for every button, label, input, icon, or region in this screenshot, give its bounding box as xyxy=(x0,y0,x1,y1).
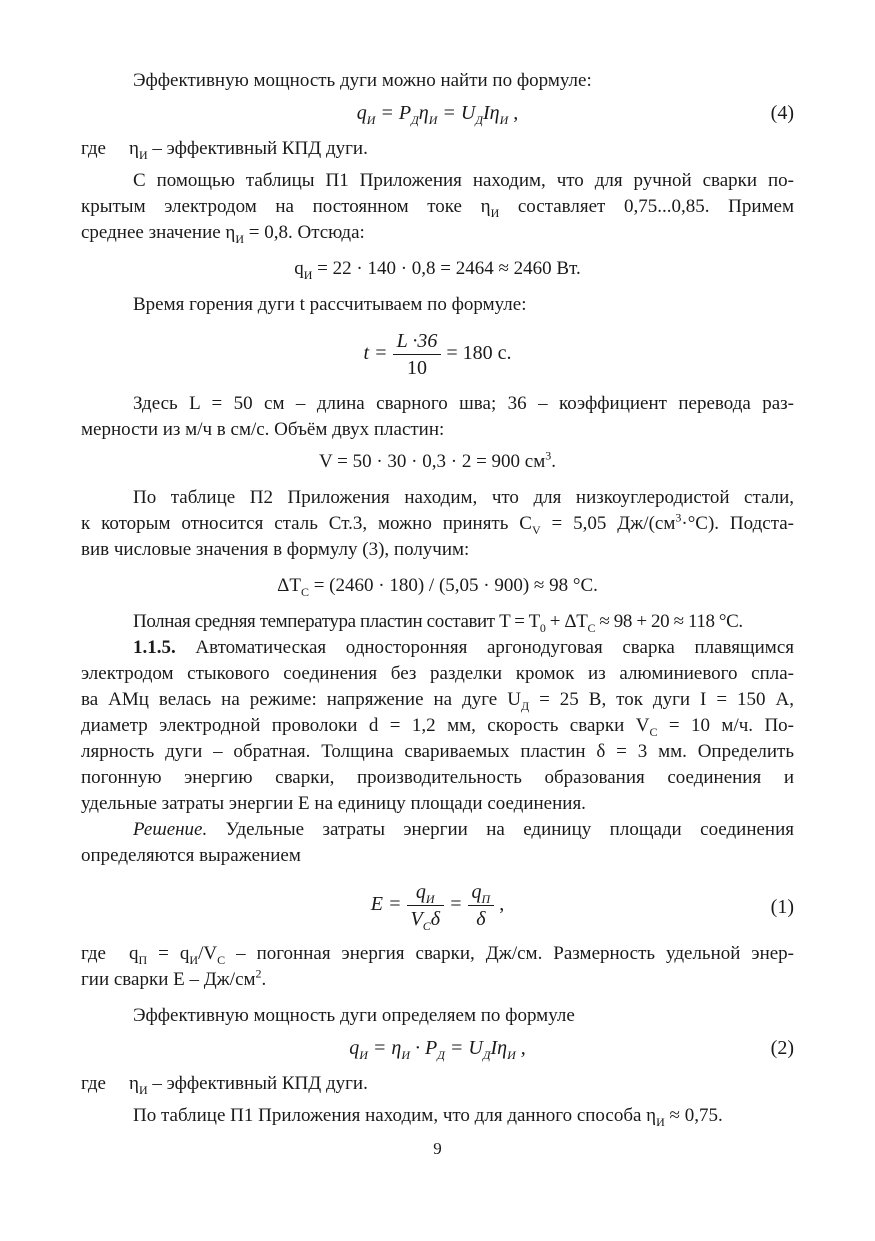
paragraph-time: Время горения дуги t рассчитываем по формуле: xyxy=(133,294,527,315)
equation-4-number: (4) xyxy=(770,102,794,124)
equation-2 xyxy=(81,1035,794,1061)
where-clause-2: где $q_П = q_И/V_С$ – погонная энергия сварки, Дж/см. Размерность удельной энер- гии сварки E – $Дж/см^2$. xyxy=(81,943,795,990)
paragraph-solution: Решение. Удельные затраты энергии на единицу площади соединения определяются выражением xyxy=(81,819,794,866)
where-clause-3: где $\eta_И$ – эффективный КПД дуги. xyxy=(81,1073,368,1097)
calculation-q: $q_И = 22 \cdot 140 \cdot 0,8 = 2464 \approx 2460$ Вт. xyxy=(294,258,581,282)
equation-time: t = $\frac{L \cdot 36}{10}$ = 180 с. xyxy=(363,330,512,379)
equation-4 xyxy=(81,100,794,126)
equation-4-formula: $q_И = P_Д\eta_И = U_ДI\eta_И$ , xyxy=(356,102,519,127)
paragraph-intro-formula4: Эффективную мощность дуги можно найти по формуле: xyxy=(133,70,592,91)
equation-1: E = $\frac{q_И}{V_C\delta}$ = $\frac{q_П}{\delta}$ , (1) xyxy=(370,881,794,933)
where-clause-1: где $\eta_И$ – эффективный КПД дуги. xyxy=(81,138,368,162)
equation-2-formula: $q_И = \eta_И \cdot P_Д = U_ДI\eta_И$ , xyxy=(349,1037,526,1062)
paragraph-mean-temperature: Полная средняя температура пластин составит $T = T_0 + \Delta T_С \approx 98 + 20 \approx 118$ °С. xyxy=(133,611,743,635)
page-number: 9 xyxy=(433,1139,442,1158)
paragraph-intro-formula2: Эффективную мощность дуги определяем по формуле xyxy=(133,1005,575,1026)
calculation-delta-t: $\Delta T_С = (2460 \cdot 180) / (5,05 \cdot 900) \approx 98$ °С. xyxy=(277,575,598,599)
equation-2-number: (2) xyxy=(770,1037,794,1059)
calculation-volume: V = 50 · 30 · 0,3 · 2 = 900 $см^3$. xyxy=(319,448,556,472)
solution-label: Решение. xyxy=(133,819,208,840)
equation-1-number: (1) xyxy=(770,896,794,918)
paragraph-efficiency: По таблице П1 Приложения находим, что для данного способа $\eta_И \approx 0,75$. xyxy=(133,1105,723,1129)
paragraph-table-p1: С помощью таблицы П1 Приложения находим, что для ручной сварки по- крытым электродом на постоянном токе $\eta_И$ составляет 0,75...0,85. Примем среднее значение $\eta_И = 0,8$. Отсюда: xyxy=(81,170,794,246)
paragraph-table-p2: По таблице П2 Приложения находим, что для низкоуглеродистой стали, к которым относится сталь Ст.3, можно принять $C_V = 5,05$ $Дж/(см^3\cdot^\circ С)$. Подста- вив числовые значения в формулу (3), получим: xyxy=(81,487,794,560)
page-body xyxy=(81,60,794,1129)
problem-number: 1.1.5. xyxy=(133,637,176,658)
paragraph-length: Здесь L = 50 см – длина сварного шва; 36 – коэффициент перевода раз- мерности из м/ч в см/с. Объём двух пластин: xyxy=(81,393,794,440)
paragraph-problem-1-1-5: 1.1.5. Автоматическая односторонняя аргонодуговая сварка плавящимся электродом стыкового соединения без разделки кромок из алюминиевого спла- ва АМц велась на режиме: напряжение на дуге $U_Д = 25$ В, ток дуги I = 150 А, диаметр электродной проволоки d = 1,2 мм, скорость сварки $V_С = 10$ м/ч. По- лярность дуги – обратная. Толщина свариваемых пластин δ = 3 мм. Определить погонную энергию сварки, производительность образования соединения и удельные затраты энергии E на единицу площади соединения. xyxy=(81,637,795,814)
